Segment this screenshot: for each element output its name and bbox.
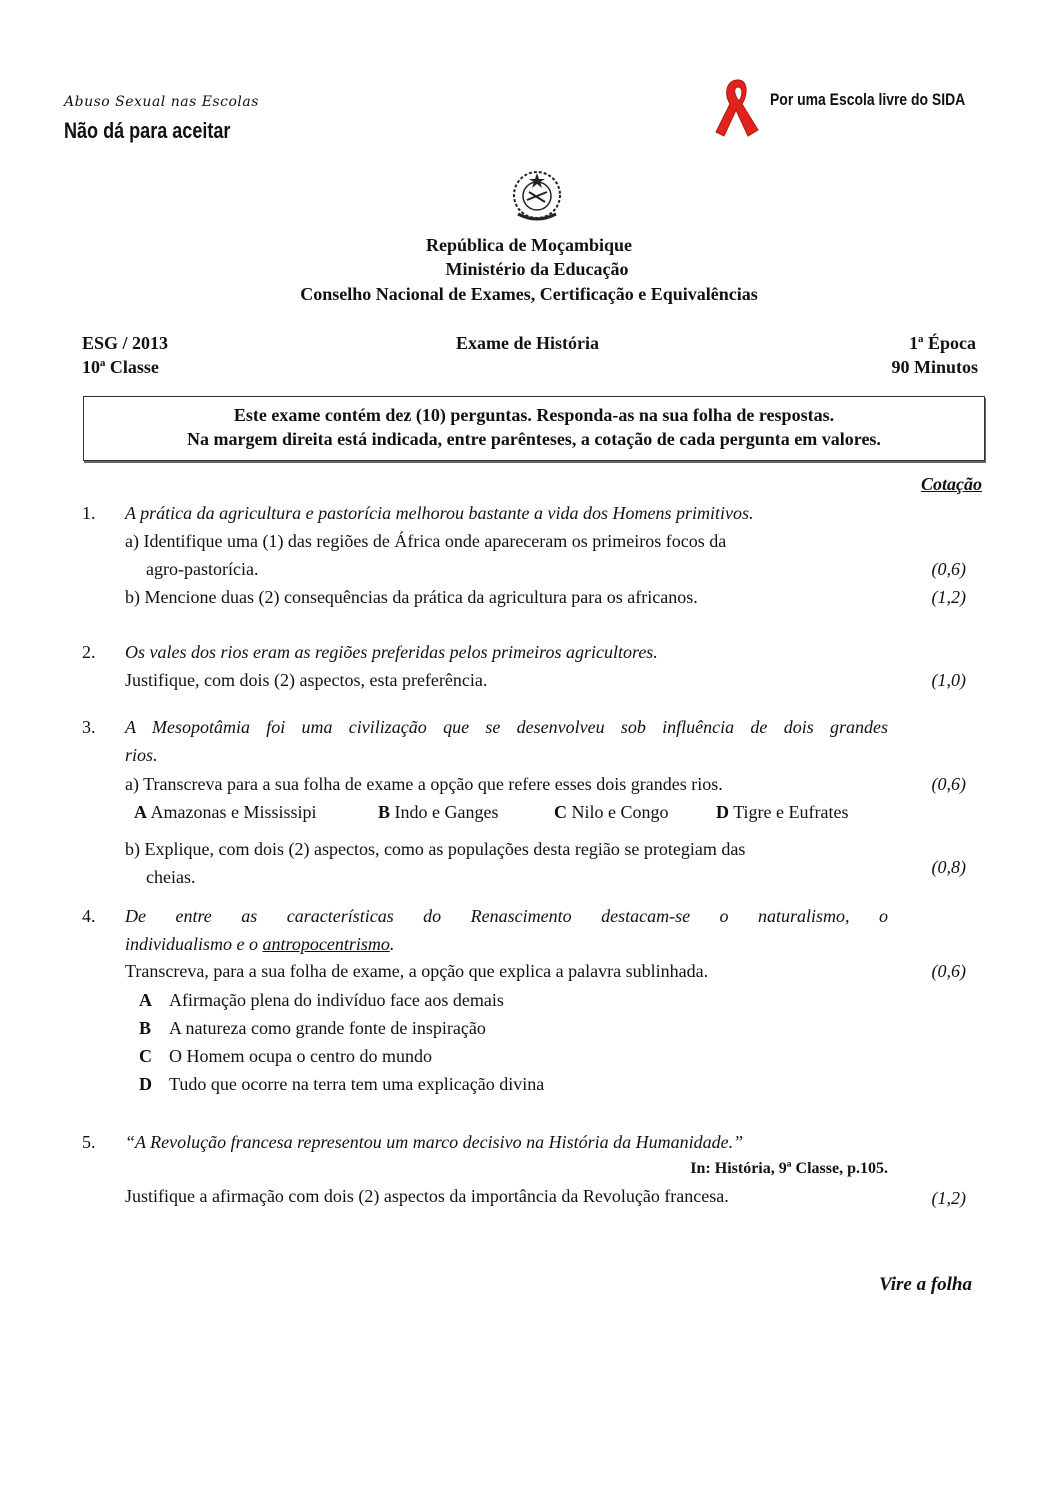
points: (0,8) <box>931 857 966 877</box>
points: (0,6) <box>931 961 966 981</box>
option-letter: D <box>716 802 729 822</box>
exam-duration: 90 Minutos <box>891 357 978 377</box>
institution-line-2: Ministério da Educação <box>445 259 629 279</box>
campaign-slogan-left: Não dá para aceitar <box>64 118 231 143</box>
question-part-b: b) Mencione duas (2) consequências da prática da agricultura para os africanos. <box>125 587 698 607</box>
stem-text: individualismo e o <box>125 934 263 954</box>
question-number: 3. <box>82 717 96 737</box>
option-text: Amazonas e Mississipi <box>150 802 317 822</box>
question-stem: A prática da agricultura e pastorícia melhorou bastante a vida dos Homens primitivos. <box>125 503 754 523</box>
answer-option-c <box>554 802 669 823</box>
question-task: Justifique, com dois (2) aspectos, esta preferência. <box>125 670 488 690</box>
instructions-line-1: Este exame contém dez (10) perguntas. Responda-as na sua folha de respostas. <box>233 405 835 425</box>
question-number: 5. <box>82 1132 96 1152</box>
answer-option-d <box>139 1074 544 1095</box>
question-stem: De entre as características do Renascimento destacam-se o naturalismo, o <box>125 906 888 926</box>
option-letter: C <box>554 802 567 822</box>
campaign-slogan-right: Por uma Escola livre do SIDA <box>770 90 966 109</box>
cotacao-header: Cotação <box>921 474 982 494</box>
option-letter: D <box>139 1074 152 1094</box>
question-task: Justifique a afirmação com dois (2) aspectos da importância da Revolução francesa. <box>125 1186 729 1206</box>
option-letter: A <box>134 802 147 822</box>
option-letter: C <box>139 1046 152 1066</box>
exam-season: 1ª Época <box>909 333 976 353</box>
instructions-line-2: Na margem direita está indicada, entre parênteses, a cotação de cada pergunta em valores. <box>187 429 881 449</box>
question-part-a-cont: agro-pastorícia. <box>146 559 259 579</box>
question-stem-cont: rios. <box>125 745 158 765</box>
answer-option-b <box>378 802 498 823</box>
question-part-b: b) Explique, com dois (2) aspectos, como as populações desta região se protegiam das <box>125 839 746 859</box>
option-text: Afirmação plena do indivíduo face aos demais <box>169 990 504 1010</box>
exam-grade: 10ª Classe <box>82 357 159 377</box>
option-letter: B <box>139 1018 152 1038</box>
question-part-a: a) Identifique uma (1) das regiões de África onde apareceram os primeiros focos da <box>125 531 727 551</box>
underlined-term: antropocentrismo <box>262 934 390 954</box>
red-ribbon-icon <box>708 76 770 140</box>
question-number: 1. <box>82 503 96 523</box>
points: (1,2) <box>931 587 966 607</box>
question-number: 4. <box>82 906 96 926</box>
option-text: Tudo que ocorre na terra tem uma explicação divina <box>169 1074 545 1094</box>
question-stem: A Mesopotâmia foi uma civilização que se desenvolveu sob influência de dois grandes <box>125 717 888 737</box>
option-text: Indo e Ganges <box>394 802 499 822</box>
answer-option-b <box>139 1018 486 1039</box>
question-part-a: a) Transcreva para a sua folha de exame a opção que refere esses dois grandes rios. <box>125 774 723 794</box>
answer-option-a <box>139 990 504 1011</box>
exam-code: ESG / 2013 <box>82 333 169 353</box>
answer-option-c <box>139 1046 432 1067</box>
mozambique-coat-of-arms-icon <box>510 168 564 224</box>
campaign-tagline: Abuso Sexual nas Escolas <box>64 94 259 110</box>
option-text: Nilo e Congo <box>571 802 669 822</box>
answer-option-d <box>716 802 849 823</box>
answer-option-a <box>134 802 317 823</box>
instructions-box <box>83 396 985 461</box>
option-letter: B <box>378 802 391 822</box>
stem-text: . <box>389 934 395 954</box>
institution-line-3: Conselho Nacional de Exames, Certificação e Equivalências <box>300 284 758 304</box>
institution-line-1: República de Moçambique <box>425 235 632 255</box>
option-text: A natureza como grande fonte de inspiração <box>169 1018 486 1038</box>
quote-source: In: História, 9ª Classe, p.105. <box>690 1160 888 1177</box>
points: (0,6) <box>931 774 966 794</box>
points: (1,2) <box>931 1188 966 1208</box>
question-stem-cont <box>125 934 394 955</box>
question-task: Transcreva, para a sua folha de exame, a opção que explica a palavra sublinhada. <box>125 961 709 981</box>
points: (0,6) <box>931 559 966 579</box>
question-part-b-cont: cheias. <box>146 867 196 887</box>
option-letter: A <box>139 990 152 1010</box>
question-quote: “A Revolução francesa representou um marco decisivo na História da Humanidade.” <box>125 1132 744 1152</box>
turn-page-note: Vire a folha <box>879 1274 972 1295</box>
option-text: O Homem ocupa o centro do mundo <box>169 1046 432 1066</box>
question-stem: Os vales dos rios eram as regiões preferidas pelos primeiros agricultores. <box>125 642 658 662</box>
exam-title: Exame de História <box>456 333 599 353</box>
points: (1,0) <box>931 670 966 690</box>
question-number: 2. <box>82 642 96 662</box>
option-text: Tigre e Eufrates <box>733 802 849 822</box>
